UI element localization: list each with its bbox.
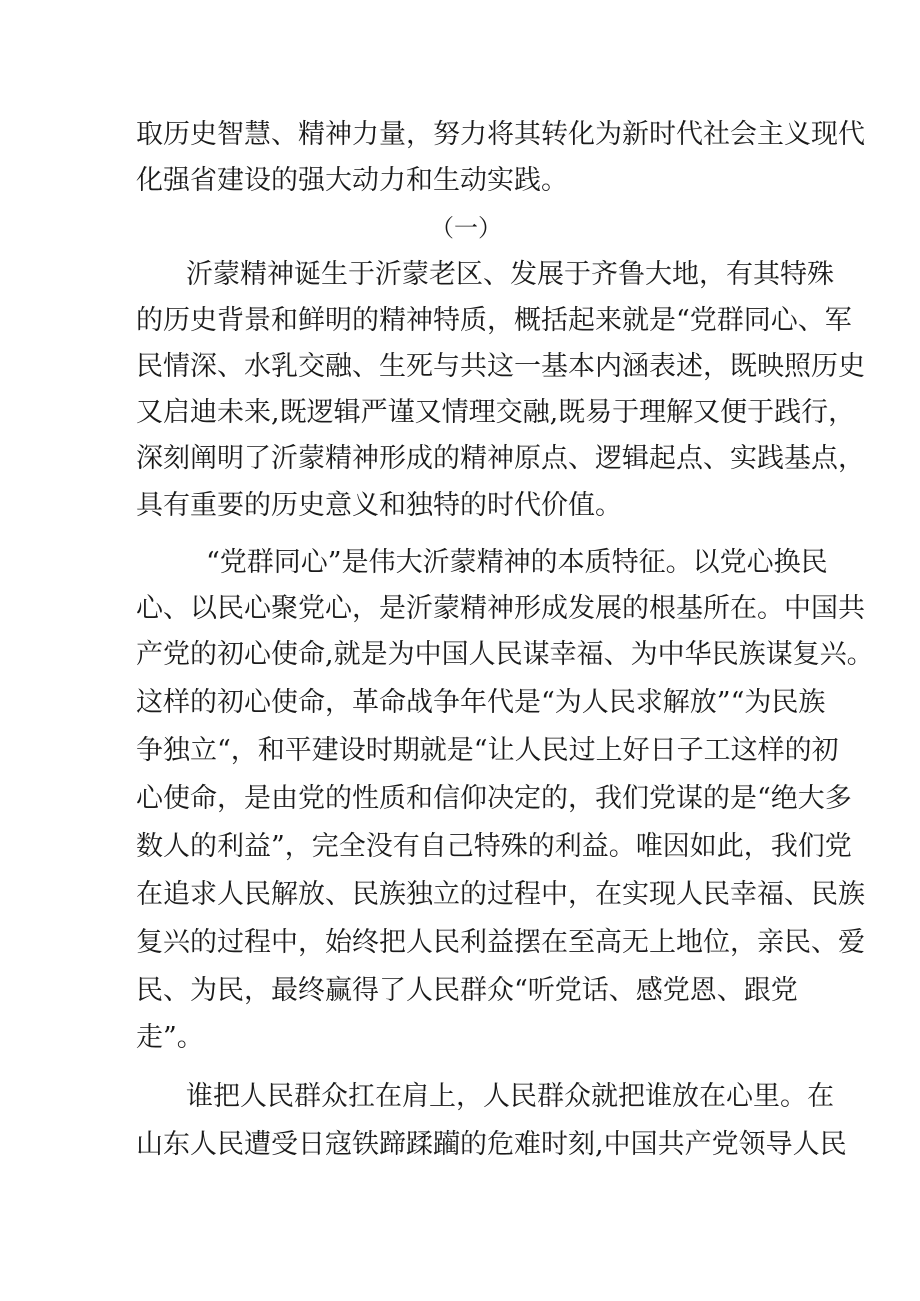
paragraph-2-line-10: 民、为民，最终赢得了人民群众“听党话、感党恩、跟党 (136, 975, 798, 1006)
paragraph-2-line-8: 在追求人民解放、民族独立的过程中，在实现人民幸福、民族 (136, 879, 865, 910)
paragraph-1-line-1: 沂蒙精神诞生于沂蒙老区、发展于齐鲁大地，有其特殊 (186, 259, 834, 290)
paragraph-2-line-1: “党群同心”是伟大沂蒙精神的本质特征。以党心换民 (206, 547, 828, 578)
paragraph-2-line-4: 这样的初心使命，革命战争年代是“为人民求解放”“为民族 (136, 687, 826, 718)
paragraph-2-line-2: 心、以民心聚党心，是沂蒙精神形成发展的根基所在。中国共 (136, 593, 865, 624)
paragraph-2-line-3: 产党的初心使命,就是为中国人民谋幸福、为中华民族谋复兴。 (136, 639, 874, 670)
intro-line-1: 取历史智慧、精神力量，努力将其转化为新时代社会主义现代 (136, 119, 865, 150)
paragraph-1-line-4: 又启迪未来,既逻辑严谨又情理交融,既易于理解又便于践行， (136, 397, 856, 428)
paragraph-1-line-2: 的历史背景和鲜明的精神特质，概括起来就是“党群同心、军 (136, 305, 852, 336)
paragraph-3-line-1: 谁把人民群众扛在肩上，人民群众就把谁放在心里。在 (186, 1081, 834, 1112)
intro-line-2: 化强省建设的强大动力和生动实践。 (136, 165, 568, 196)
paragraph-2-line-6: 心使命，是由党的性质和信仰决定的，我们党谋的是“绝大多 (136, 783, 852, 814)
paragraph-1-line-6: 具有重要的历史意义和独特的时代价值。 (136, 490, 622, 521)
paragraph-3-line-2: 山东人民遭受日寇铁蹄蹂躏的危难时刻,中国共产党领导人民 (136, 1129, 847, 1160)
section-heading: （一） (430, 214, 502, 242)
paragraph-1-line-5: 深刻阐明了沂蒙精神形成的精神原点、逻辑起点、实践基点， (136, 443, 865, 474)
paragraph-2-line-11: 走”。 (136, 1022, 204, 1053)
paragraph-2-line-5: 争独立“，和平建设时期就是“让人民过上好日子工这样的初 (136, 735, 839, 766)
paragraph-2-line-9: 复兴的过程中，始终把人民利益摆在至高无上地位，亲民、爱 (136, 927, 865, 958)
paragraph-2-line-7: 数人的利益”，完全没有自己特殊的利益。唯因如此，我们党 (136, 831, 852, 862)
paragraph-1-line-3: 民情深、水乳交融、生死与共这一基本内涵表述，既映照历史 (136, 351, 865, 382)
